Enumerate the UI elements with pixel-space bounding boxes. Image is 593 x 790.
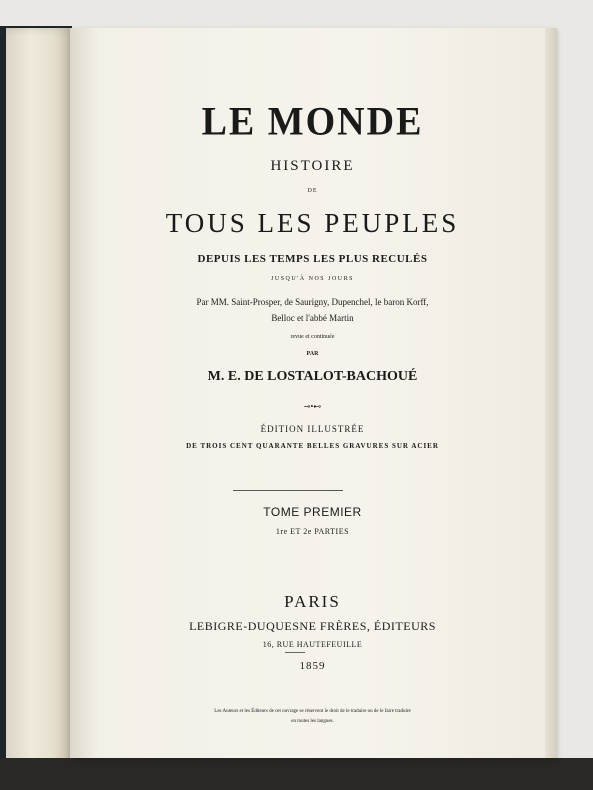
book-spine-pages — [0, 28, 73, 768]
book-subtitle: HISTOIRE — [270, 158, 355, 174]
authors-line-1: Par MM. Saint-Prosper, de Saurigny, Dupenchel, le baron Korff, — [196, 297, 429, 307]
connector-de: DE — [307, 188, 318, 194]
book-title: LE MONDE — [201, 99, 424, 145]
tome-label: TOME PREMIER — [263, 505, 362, 519]
address-label: 16, RUE HAUTEFEUILLE — [262, 640, 363, 649]
rights-line-1: Les Auteurs et les Éditeurs de cet ouvrage se réservent le droit de le traduire ou de le faire traduire — [214, 709, 411, 714]
book-title-peoples: TOUS LES PEUPLES — [165, 208, 460, 238]
editor-name: M. E. DE LOSTALOT-BACHOUÉ — [207, 369, 418, 384]
divider-rule — [233, 490, 343, 491]
ornament-divider: ⊸•⊷ — [303, 402, 322, 411]
small-divider — [285, 652, 305, 653]
revue-text: revue et continuée — [290, 334, 335, 340]
parties-label: 1re ET 2e PARTIES — [275, 527, 350, 536]
subtitle-jusqua: JUSQU'À NOS JOURS — [271, 276, 354, 282]
edition-text: ÉDITION ILLUSTRÉE — [260, 424, 365, 434]
city-label: PARIS — [284, 592, 341, 611]
rights-line-2: en toutes les langues. — [291, 719, 334, 724]
bottom-board — [0, 758, 593, 790]
year-label: 1859 — [299, 660, 326, 672]
subtitle-depuis: DEPUIS LES TEMPS LES PLUS RECULÉS — [197, 253, 428, 265]
gravures-text: DE TROIS CENT QUARANTE BELLES GRAVURES SUR ACIER — [186, 442, 439, 450]
par-text: PAR — [306, 351, 319, 357]
book-cover-edge — [0, 28, 6, 768]
publisher-label: LEBIGRE-DUQUESNE FRÈRES, ÉDITEURS — [189, 619, 436, 633]
authors-line-2: Belloc et l'abbé Martin — [271, 313, 354, 323]
